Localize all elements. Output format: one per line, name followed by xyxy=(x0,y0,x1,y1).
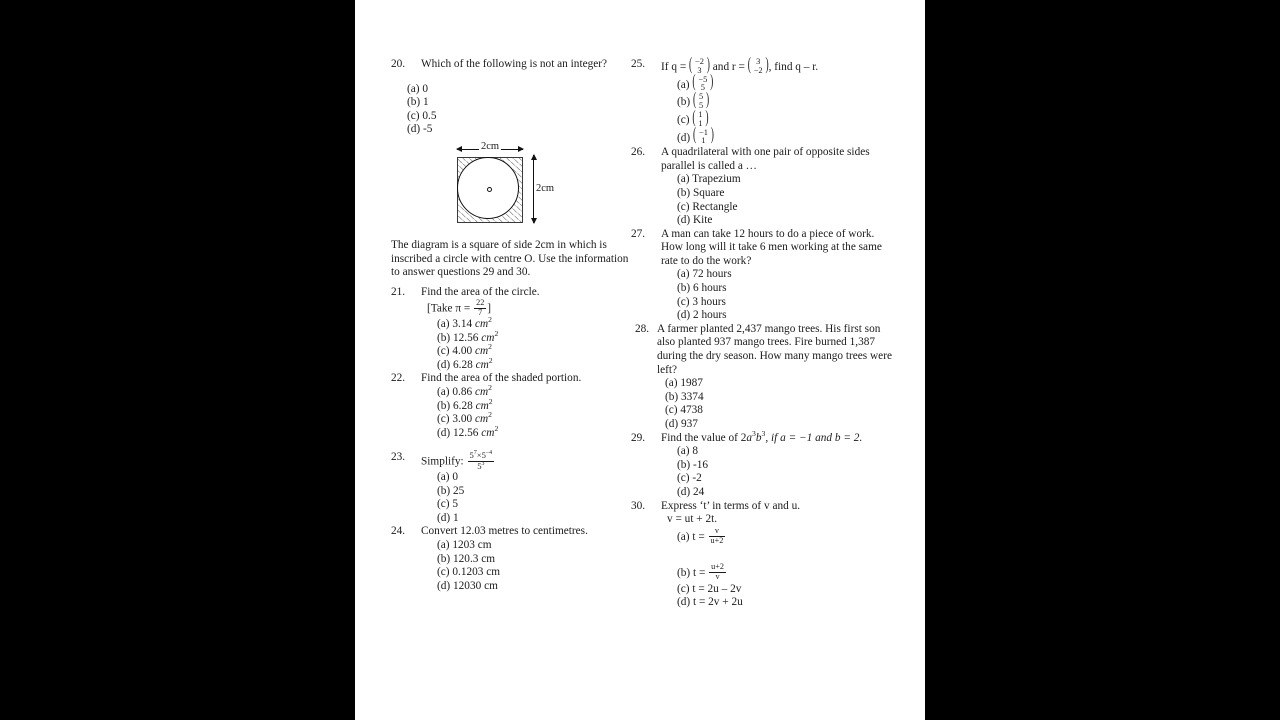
option-unit: cm xyxy=(474,345,489,358)
option xyxy=(437,315,639,332)
option: (d) 937 xyxy=(665,418,698,430)
paren-right-icon: ) xyxy=(705,108,709,128)
question-25-text-part-3: , find q – r. xyxy=(768,60,819,73)
option xyxy=(437,356,639,373)
fraction-powers-of-five xyxy=(468,451,495,471)
option-exponent: 2 xyxy=(488,396,493,406)
option: (b) -16 xyxy=(677,458,709,471)
option-label: (c) 4.00 xyxy=(437,345,475,358)
option-unit: cm xyxy=(474,318,489,331)
question-23-text: Simplify: xyxy=(421,456,464,469)
arrow-up-icon xyxy=(531,154,537,160)
option: (c) 0.5 xyxy=(407,109,437,122)
option xyxy=(677,527,893,547)
option-exponent: 2 xyxy=(488,410,492,420)
variable-a: a xyxy=(746,431,752,444)
question-30-options xyxy=(661,527,893,610)
question-30-number: 30. xyxy=(631,499,646,512)
arrow-left-icon xyxy=(456,146,462,152)
fraction-u-plus-2-over-v xyxy=(709,563,726,582)
figure-top-dimension xyxy=(457,140,523,152)
figure-right-dimension xyxy=(533,155,555,223)
option xyxy=(677,93,893,111)
option: (a) 1203 cm xyxy=(437,538,492,551)
option-label: (a) t = xyxy=(677,530,708,543)
option: (a) 1987 xyxy=(665,377,703,390)
question-28 xyxy=(631,323,893,432)
paren-left-icon: ( xyxy=(693,91,697,111)
option-exponent: 2 xyxy=(488,315,492,325)
arrow-right-icon xyxy=(518,146,524,152)
option: (a) 0 xyxy=(407,82,429,95)
vector-bottom: 1 xyxy=(701,136,706,146)
spacer-gap xyxy=(677,547,893,563)
question-25 xyxy=(631,55,893,146)
option: (d) 1 xyxy=(437,511,459,524)
fraction-numerator: v xyxy=(714,526,719,536)
fraction-22-over-7 xyxy=(474,299,486,318)
option-label: (a) 3.14 xyxy=(437,318,475,331)
question-29-text xyxy=(661,428,893,446)
option-exponent: 2 xyxy=(488,356,493,366)
right-column xyxy=(631,55,893,610)
question-20-number: 20. xyxy=(391,58,406,70)
figure-passage: The diagram is a square of side 2cm in which is inscribed a circle with centre O. Use the information to answer questions 29 and 30. xyxy=(391,238,629,279)
option: (d) 12030 cm xyxy=(437,579,498,592)
question-25-text xyxy=(661,55,893,76)
numerator-exp-b: −4 xyxy=(485,450,493,457)
option-unit: cm xyxy=(474,413,489,426)
option: (b) 3374 xyxy=(665,390,704,403)
square-inscribed-circle-figure xyxy=(391,140,639,235)
question-21-text: Find the area of the circle. xyxy=(421,285,540,298)
paren-left-icon: ( xyxy=(747,55,751,75)
fraction-numerator xyxy=(468,451,495,460)
option-label: (b) 12.56 xyxy=(437,331,482,344)
option-exponent: 2 xyxy=(488,342,492,352)
question-28-text: A farmer planted 2,437 mango trees. His first son also planted 937 mango trees. Fire burned 1,387 during the dry season. How many mango trees were left? xyxy=(657,322,892,376)
question-21-number: 21. xyxy=(391,285,406,298)
question-23-options xyxy=(421,471,639,525)
question-25-number: 25. xyxy=(631,58,646,70)
option: (a) 8 xyxy=(677,445,699,458)
option xyxy=(437,342,639,359)
option-unit: cm xyxy=(481,331,495,344)
option xyxy=(677,73,893,94)
vector-top: 5 xyxy=(699,92,704,102)
option xyxy=(677,126,893,147)
vector-bottom: 3 xyxy=(697,65,702,75)
option: (c) 5 xyxy=(437,498,459,511)
option xyxy=(437,383,639,400)
question-25-options xyxy=(661,73,893,147)
fraction-numerator: u+2 xyxy=(711,562,724,572)
question-22-number: 22. xyxy=(391,372,406,385)
question-22-options xyxy=(421,383,639,440)
option: (c) 4738 xyxy=(665,404,703,417)
numerator-exp-a: 7 xyxy=(473,450,477,457)
option-label: (a) xyxy=(677,78,693,91)
vector-bottom: 5 xyxy=(699,101,704,111)
question-22-text: Find the area of the shaded portion. xyxy=(421,372,582,385)
option: (d) t = 2v + 2u xyxy=(677,596,743,609)
question-30 xyxy=(631,500,893,610)
vector-top: −1 xyxy=(699,127,708,137)
option-unit: cm xyxy=(475,399,489,412)
question-29-text-part-1: Find the value of 2 xyxy=(661,431,747,444)
fraction-v-over-u-plus-2 xyxy=(709,527,726,546)
paren-left-icon: ( xyxy=(692,73,696,93)
option xyxy=(437,328,639,346)
option xyxy=(437,424,639,441)
left-column xyxy=(391,58,639,593)
dimension-line xyxy=(533,155,534,223)
option: (c) Rectangle xyxy=(677,200,738,213)
figure-centre-point-o xyxy=(487,187,492,192)
vector-bottom: −2 xyxy=(753,65,763,75)
pi-note-suffix: ] xyxy=(487,302,492,315)
question-21 xyxy=(391,286,639,373)
option xyxy=(437,410,639,427)
question-28-number: 28. xyxy=(635,322,650,335)
fraction-denominator: u+2 xyxy=(710,536,724,546)
question-27-number: 27. xyxy=(631,227,646,240)
option: (d) 24 xyxy=(677,485,705,498)
option-unit: cm xyxy=(474,386,489,399)
vector-top: −5 xyxy=(698,74,708,84)
vector-bottom: 1 xyxy=(698,118,703,128)
paren-right-icon: ) xyxy=(710,126,714,146)
fraction-denominator: 7 xyxy=(474,308,486,318)
question-28-options xyxy=(657,377,893,431)
question-24-options xyxy=(421,539,639,593)
option-label: (c) 3.00 xyxy=(437,413,475,426)
spacer xyxy=(391,72,639,83)
option-label: (c) xyxy=(677,113,693,126)
question-20-text: Which of the following is not an integer? xyxy=(421,58,608,70)
vector-top: 3 xyxy=(756,57,761,66)
option-vector xyxy=(693,126,714,147)
option-exponent: 2 xyxy=(494,424,499,434)
question-29 xyxy=(631,428,893,500)
paren-right-icon: ) xyxy=(710,73,714,93)
option: (c) 3 hours xyxy=(677,295,726,308)
paren-right-icon: ) xyxy=(706,91,710,111)
vector-top: 1 xyxy=(698,109,703,119)
paren-right-icon: ) xyxy=(706,55,710,75)
option xyxy=(437,396,639,414)
question-30-text: Express ‘t’ in terms of v and u. xyxy=(661,499,801,512)
paren-left-icon: ( xyxy=(693,126,697,146)
paren-right-icon: ) xyxy=(765,55,769,75)
vector-bottom: 5 xyxy=(700,83,705,93)
question-27-options xyxy=(661,268,893,322)
question-29-text-part-2: , if a = −1 and b = 2. xyxy=(765,431,863,444)
option: (d) Kite xyxy=(677,214,713,227)
question-29-number: 29. xyxy=(631,431,646,444)
denominator-exp: 3 xyxy=(481,460,485,467)
option-unit: cm xyxy=(475,358,489,371)
numerator-base-a: 5 xyxy=(469,450,474,461)
figure-right-label: 2cm xyxy=(536,183,555,195)
option: (b) 1 xyxy=(407,96,429,109)
option-label: (d) 6.28 xyxy=(437,358,476,371)
question-23-number: 23. xyxy=(391,451,406,464)
arrow-down-icon xyxy=(531,218,537,224)
option: (b) 120.3 cm xyxy=(437,552,496,565)
figure-top-label: 2cm xyxy=(480,140,500,152)
pi-note-prefix: [Take π = xyxy=(427,302,474,315)
question-23-text-row xyxy=(421,451,639,471)
question-30-equation: v = ut + 2t. xyxy=(667,513,718,526)
option-label: (a) 0.86 xyxy=(437,386,475,399)
question-24 xyxy=(391,525,639,593)
question-26-number: 26. xyxy=(631,146,646,159)
question-26-options xyxy=(661,173,893,227)
exponent-a: 3 xyxy=(752,428,756,438)
question-22 xyxy=(391,372,639,440)
option: (b) 25 xyxy=(437,484,465,497)
option-exponent: 2 xyxy=(488,383,492,393)
vector-top: −2 xyxy=(695,57,704,66)
option: (a) 0 xyxy=(437,470,459,483)
option: (d) -5 xyxy=(407,123,433,136)
vector-r xyxy=(747,55,769,76)
paren-left-icon: ( xyxy=(689,55,693,75)
question-20-options xyxy=(391,83,639,137)
spacer xyxy=(391,440,639,451)
option: (c) 0.1203 cm xyxy=(437,566,501,579)
question-21-options xyxy=(421,315,639,372)
fraction-numerator: 22 xyxy=(476,298,485,308)
fraction-denominator: v xyxy=(709,572,726,582)
question-26-text: A quadrilateral with one pair of opposite sides parallel is called a … xyxy=(661,146,870,172)
question-27 xyxy=(631,228,893,323)
option-label: (b) t = xyxy=(677,566,709,579)
option xyxy=(677,563,893,583)
option xyxy=(677,108,893,129)
option-label: (b) 6.28 xyxy=(437,399,476,412)
option-label: (d) xyxy=(677,131,693,144)
option: (b) Square xyxy=(677,186,725,199)
option-label: (b) xyxy=(677,96,693,109)
numerator-base-b: ×5 xyxy=(476,450,486,461)
denominator-base: 5 xyxy=(477,460,482,471)
option-label: (d) 12.56 xyxy=(437,426,482,439)
two-column-layout xyxy=(355,0,925,720)
question-26 xyxy=(631,146,893,228)
document-page xyxy=(355,0,925,720)
option: (a) Trapezium xyxy=(677,173,741,186)
variable-b: b xyxy=(755,431,762,444)
question-24-text: Convert 12.03 metres to centimetres. xyxy=(421,525,588,538)
option-unit: cm xyxy=(481,426,495,439)
question-21-pi-note xyxy=(421,299,639,318)
option: (b) 6 hours xyxy=(677,282,727,295)
paren-left-icon: ( xyxy=(692,108,696,128)
question-24-number: 24. xyxy=(391,525,406,538)
option-exponent: 2 xyxy=(494,328,499,338)
question-25-text-part-2: and r = xyxy=(709,60,748,73)
exponent-b: 3 xyxy=(761,428,766,438)
option: (a) 72 hours xyxy=(677,268,732,281)
question-27-text: A man can take 12 hours to do a piece of work. How long will it take 6 men working at the same rate to do the work? xyxy=(661,227,882,267)
question-29-options xyxy=(661,445,893,499)
question-23 xyxy=(391,451,639,525)
question-20 xyxy=(391,58,639,72)
fraction-denominator xyxy=(468,461,495,471)
question-25-text-part-1: If q = xyxy=(661,60,690,73)
option: (d) 2 hours xyxy=(677,309,727,322)
option: (c) -2 xyxy=(677,472,702,485)
option: (c) t = 2u – 2v xyxy=(677,582,742,595)
